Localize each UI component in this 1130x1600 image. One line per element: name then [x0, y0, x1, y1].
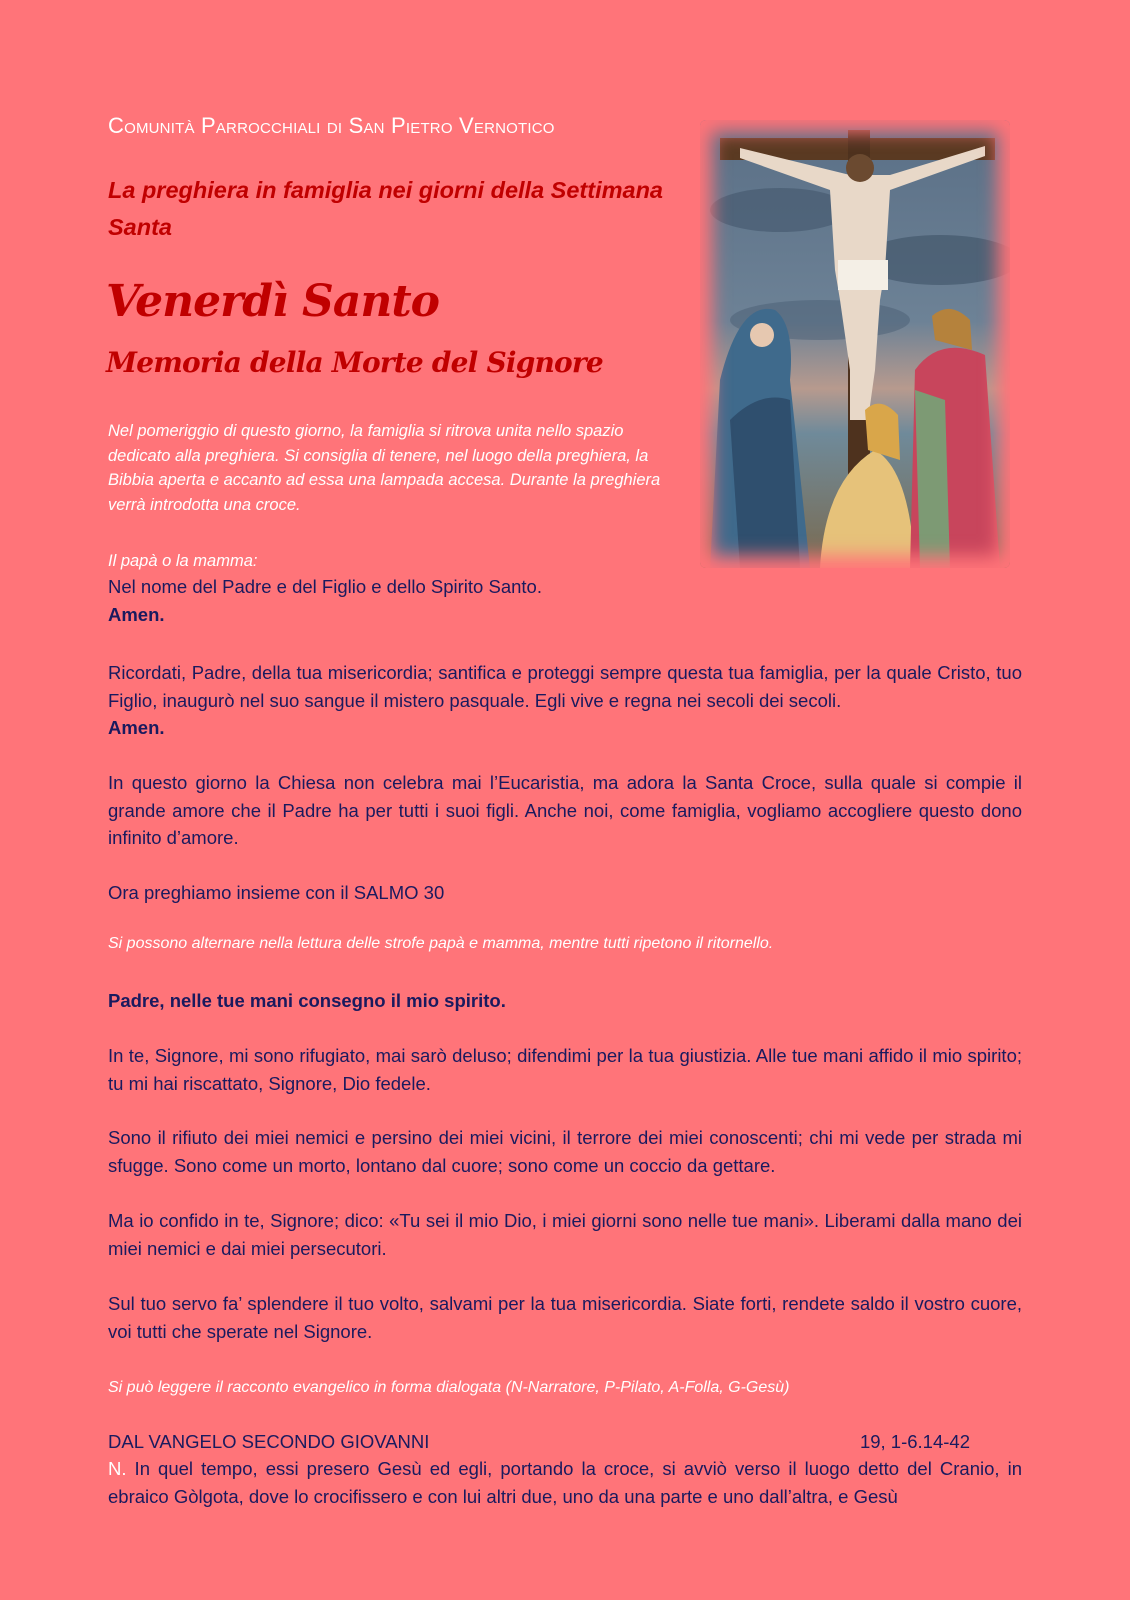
- collect-section: [108, 659, 1022, 742]
- gospel-heading: DAL VANGELO SECONDO GIOVANNI: [108, 1431, 430, 1452]
- community-heading: Comunità Parrocchiali di San Pietro Vernotico: [108, 113, 555, 138]
- reflection-text: In questo giorno la Chiesa non celebra mai l’Eucaristia, ma adora la Santa Croce, sulla quale si compie il grande amore che il Padre ha per tutti i suoi figli. Anche noi, come famiglia, vogliamo accogliere questo dono infinito d’amore.: [108, 772, 1022, 848]
- gospel-reference: 19, 1-6.14-42: [859, 1431, 970, 1452]
- crucifixion-painting: [700, 120, 1010, 568]
- gospel-text: [108, 1455, 1022, 1510]
- gospel-rubric: Si può leggere il racconto evangelico in forma dialogata (N-Narratore, P-Pilato, A-Folla, G-Gesù): [108, 1379, 790, 1396]
- psalm-stanza: Ma io confido in te, Signore; dico: «Tu sei il mio Dio, i miei giorni sono nelle tue mani». Liberami dalla mano dei miei nemici e dai miei persecutori.: [108, 1210, 1022, 1259]
- collect-text: Ricordati, Padre, della tua misericordia; santifica e proteggi sempre questa tua famiglia, per la quale Cristo, tuo Figlio, inaugurò nel suo sangue il mistero pasquale. Egli vive e regna nei secoli dei secoli.: [108, 662, 1022, 711]
- subtitle: La preghiera in famiglia nei giorni della Settimana Santa: [108, 177, 663, 240]
- page-title: Venerdì Santo: [106, 276, 440, 327]
- gospel-body: In quel tempo, essi presero Gesù ed egli, portando la croce, si avviò verso il luogo detto del Cranio, in ebraico Gòlgota, dove lo crocifissero e con lui altri due, uno da una parte e uno dall’altra, e Gesù: [108, 1458, 1022, 1507]
- speaker-label: N.: [108, 1458, 127, 1479]
- psalm-rubric: Si possono alternare nella lettura delle strofe papà e mamma, mentre tutti ripetono il ritornello.: [108, 935, 774, 952]
- opening-section: [108, 550, 1022, 628]
- opening-invocation: Nel nome del Padre e del Figlio e dello Spirito Santo.: [108, 576, 542, 597]
- page-subtitle: Memoria della Morte del Signore: [106, 346, 603, 379]
- psalm-stanza: Sul tuo servo fa’ splendere il tuo volto, salvami per la tua misericordia. Siate forti, rendete saldo il vostro cuore, voi tutti che sperate nel Signore.: [108, 1293, 1022, 1342]
- intro-rubric: Nel pomeriggio di questo giorno, la famiglia si ritrova unita nello spazio dedicato alla preghiera. Si consiglia di tenere, nel luogo della preghiera, la Bibbia aperta e accanto ad essa una lampada accesa. Durante la preghiera verrà introdotta una croce.: [108, 422, 661, 514]
- opening-rubric: Il papà o la mamma:: [108, 552, 258, 570]
- psalm-stanza: Sono il rifiuto dei miei nemici e persino dei miei vicini, il terrore dei miei conoscenti; chi mi vede per strada mi sfugge. Sono come un morto, lontano dal cuore; sono come un coccio da gettare.: [108, 1127, 1022, 1176]
- collect-amen: Amen.: [108, 717, 165, 738]
- gospel-heading-row: [108, 1428, 970, 1456]
- opening-amen: Amen.: [108, 603, 165, 625]
- psalm-stanza: In te, Signore, mi sono rifugiato, mai sarò deluso; difendimi per la tua giustizia. Alle tue mani affido il mio spirito; tu mi hai riscattato, Signore, Dio fedele.: [108, 1045, 1022, 1094]
- psalm-refrain: Padre, nelle tue mani consegno il mio spirito.: [108, 990, 506, 1011]
- psalm-intro: Ora preghiamo insieme con il SALMO 30: [108, 882, 445, 903]
- crucifixion-image: [700, 120, 1010, 568]
